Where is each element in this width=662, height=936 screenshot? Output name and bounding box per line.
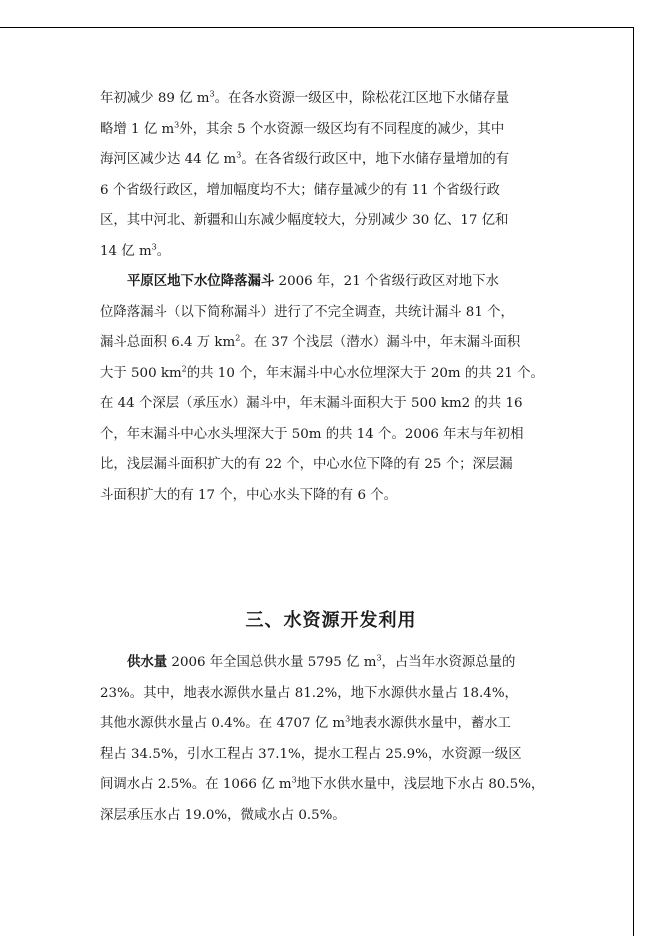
paragraph-water-supply bbox=[100, 648, 566, 831]
text-line: 供水量 2006 年全国总供水量 5795 亿 $m^3$，占当年水资源总量的 bbox=[127, 653, 516, 670]
paragraph-groundwater-storage bbox=[100, 84, 566, 511]
section-heading: 三、水资源开发利用 bbox=[245, 610, 417, 631]
text-line: 海河区减少达 44 亿 $m^3$。在各省级行政区中，地下水储存量增加的有 bbox=[100, 150, 510, 167]
text-line: 年初减少 89 亿 $m^3$。在各水资源一级区中，除松花江区地下水储存量 bbox=[100, 89, 510, 106]
text-line: 程占 34.5%，引水工程占 37.1%，提水工程占 25.9%，水资源一级区 bbox=[100, 746, 522, 762]
text-line: 深层承压水占 19.0%，微咸水占 0.5%。 bbox=[100, 807, 346, 823]
text-line: 间调水占 2.5%。在 1066 亿 $m^3$地下水供水量中，浅层地下水占 80.5%， bbox=[100, 775, 545, 792]
text-line: 斗面积扩大的有 17 个，中心水头下降的有 6 个。 bbox=[100, 487, 398, 503]
text-line: 14 亿 $m^3$。 bbox=[100, 242, 171, 259]
paragraph-title-funnel: 平原区地下水位降落漏斗 bbox=[127, 274, 275, 289]
text-line: 区，其中河北、新疆和山东减少幅度较大，分别减少 30 亿、17 亿和 bbox=[100, 213, 509, 228]
text-line: 其他水源供水量占 0.4%。在 4707 亿 $m^3$地表水源供水量中，蓄水工 bbox=[100, 714, 511, 731]
text-line: 23%。其中，地表水源供水量占 81.2%，地下水源供水量占 18.4%， bbox=[100, 685, 518, 701]
text-line: 漏斗总面积 6.4 万 $km^2$。在 37 个浅层（潜水）漏斗中，年末漏斗面积 bbox=[100, 333, 521, 350]
text-line: 6 个省级行政区，增加幅度均不大；储存量减少的有 11 个省级行政 bbox=[100, 182, 500, 198]
text-line: 大于 500 $km^2$的共 10 个，年末漏斗中心水位埋深大于 20m 的共 21 个。 bbox=[100, 364, 544, 381]
text-line: 在 44 个深层（承压水）漏斗中，年末漏斗面积大于 500 km2 的共 16 bbox=[100, 396, 523, 411]
text-line: 平原区地下水位降落漏斗 2006 年，21 个省级行政区对地下水 bbox=[127, 274, 499, 289]
text-line: 个，年末漏斗中心水头埋深大于 50m 的共 14 个。2006 年末与年初相 bbox=[100, 426, 524, 442]
paragraph-title-supply: 供水量 bbox=[127, 655, 168, 670]
text-line: 比，浅层漏斗面积扩大的有 22 个，中心水位下降的有 25 个；深层漏 bbox=[100, 457, 513, 472]
text-line: 略增 1 亿 $m^3$外，其余 5 个水资源一级区均有不同程度的减少，其中 bbox=[100, 120, 505, 137]
text-line: 位降落漏斗（以下简称漏斗）进行了不完全调查，共统计漏斗 81 个， bbox=[100, 304, 514, 320]
